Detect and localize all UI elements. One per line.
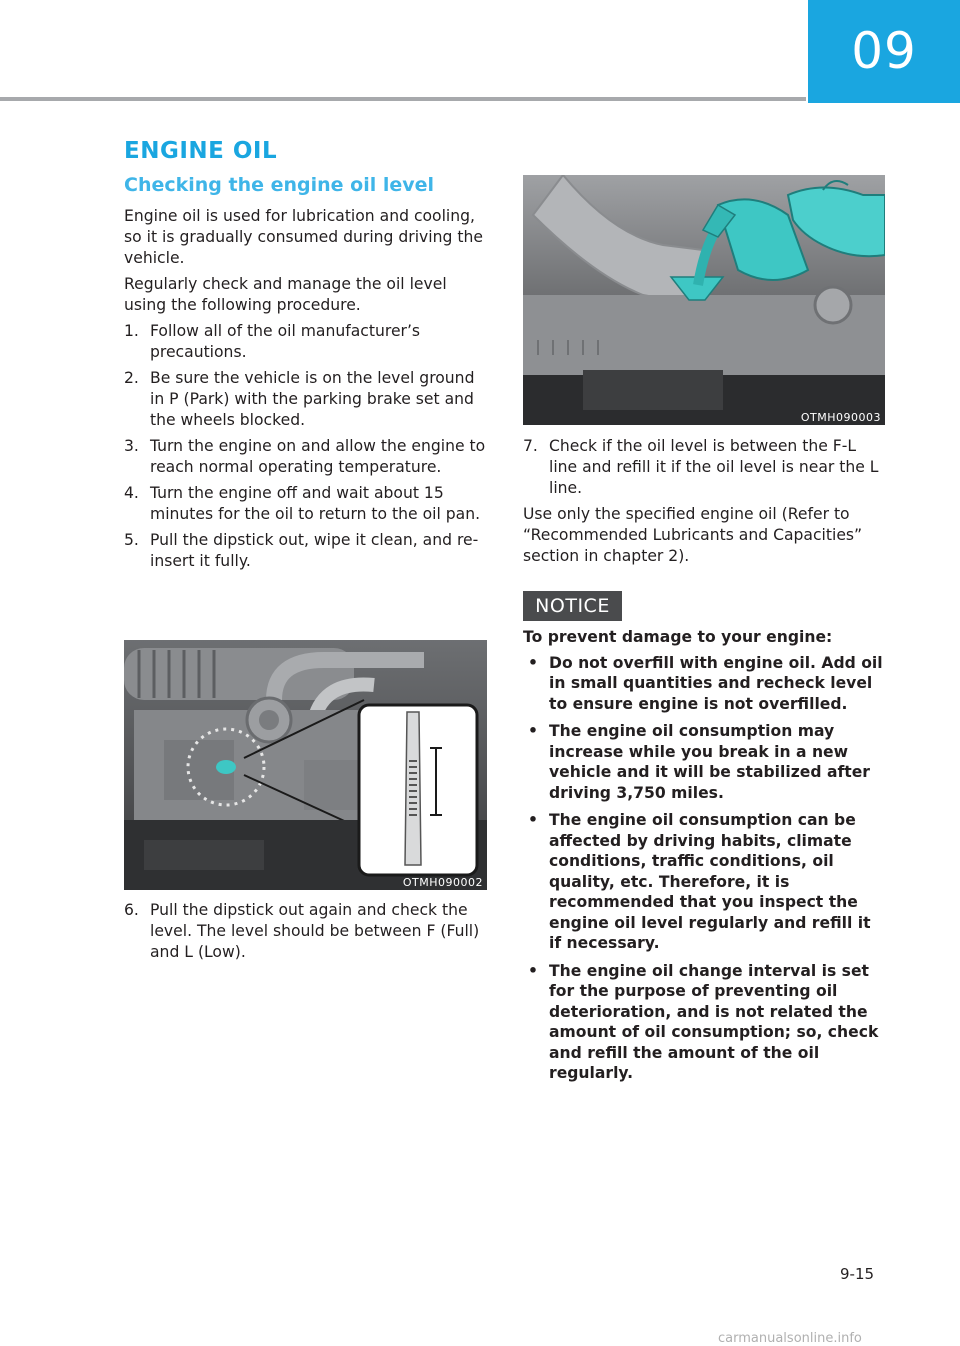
step-text: Pull the dipstick out again and check the level. The level should be between F (Full) and L (Low).	[150, 901, 480, 961]
oil-filling-illustration	[523, 175, 885, 425]
oil-fill-figure	[523, 175, 885, 425]
subsection-title: Checking the engine oil level	[124, 174, 435, 196]
section-title: ENGINE OIL	[124, 138, 278, 164]
step-3	[124, 436, 488, 478]
watermark: carmanualsonline.info	[718, 1331, 862, 1346]
step-6	[124, 900, 488, 963]
step-text: Turn the engine off and wait about 15 minutes for the oil to return to the oil pan.	[150, 484, 481, 523]
notice-label: NOTICE	[523, 591, 622, 621]
step-7	[523, 436, 887, 499]
engine-dipstick-illustration	[124, 640, 487, 890]
step-text: Pull the dipstick out, wipe it clean, and re-insert it fully.	[150, 531, 479, 570]
notice-heading: To prevent damage to your engine:	[523, 628, 833, 646]
left-column-text	[124, 206, 488, 572]
bullet-text: The engine oil consumption can be affected by driving habits, climate conditions, traffic conditions, oil quality, etc. Therefore, it is recommended that you inspect the engine oil level regularly and refill it if necessary.	[549, 811, 871, 952]
bullet-text: The engine oil change interval is set for the purpose of preventing oil deterioration, and is not related the amount of oil consumption; so, check and refill the amount of the oil regularly.	[549, 961, 879, 1082]
step-text: Check if the oil level is between the F-L line and refill it if the oil level is near the L line.	[549, 437, 879, 497]
step-4	[124, 483, 488, 525]
chapter-tab: 09	[808, 0, 960, 103]
bullet-text: The engine oil consumption may increase while you break in a new vehicle and it will be stabilized after driving 3,750 miles.	[549, 722, 870, 802]
top-rule	[0, 97, 806, 101]
step-text: Be sure the vehicle is on the level ground in P (Park) with the parking brake set and the wheels blocked.	[150, 369, 475, 429]
notice-bullet-2	[523, 721, 887, 803]
bullet-dot: •	[528, 722, 538, 740]
right-column-text	[523, 436, 887, 567]
intro-paragraph-1: Engine oil is used for lubrication and cooling, so it is gradually consumed during driving the vehicle.	[124, 207, 483, 267]
step-number: 6.	[124, 901, 139, 919]
spec-paragraph: Use only the specified engine oil (Refer to “Recommended Lubricants and Capacities” section in chapter 2).	[523, 505, 863, 565]
step-number: 2.	[124, 369, 139, 387]
step-number: 5.	[124, 531, 139, 549]
step-number: 4.	[124, 484, 139, 502]
step-text: Follow all of the oil manufacturer’s precautions.	[150, 322, 421, 361]
bullet-dot: •	[528, 811, 538, 829]
dipstick-figure	[124, 640, 487, 890]
step-1	[124, 321, 488, 363]
bullet-dot: •	[528, 653, 538, 672]
bullet-text: Do not overfill with engine oil. Add oil in small quantities and recheck level to ensure engine is not overfilled.	[549, 653, 883, 713]
figure-code: OTMH090002	[402, 876, 483, 889]
left-column-step6	[124, 900, 488, 963]
notice-bullet-3	[523, 810, 887, 954]
intro-paragraph-2: Regularly check and manage the oil level using the following procedure.	[124, 275, 447, 314]
step-number: 7.	[523, 437, 538, 455]
notice-bullet-4	[523, 961, 887, 1084]
step-text: Turn the engine on and allow the engine to reach normal operating temperature.	[150, 437, 486, 476]
step-2	[124, 368, 488, 431]
step-number: 3.	[124, 437, 139, 455]
notice-bullet-1	[523, 653, 887, 715]
notice-box	[523, 627, 887, 1084]
page-number: 9-15	[840, 1265, 875, 1283]
step-number: 1.	[124, 322, 139, 340]
figure-code: OTMH090003	[800, 411, 881, 424]
step-5	[124, 530, 488, 572]
bullet-dot: •	[528, 961, 538, 980]
